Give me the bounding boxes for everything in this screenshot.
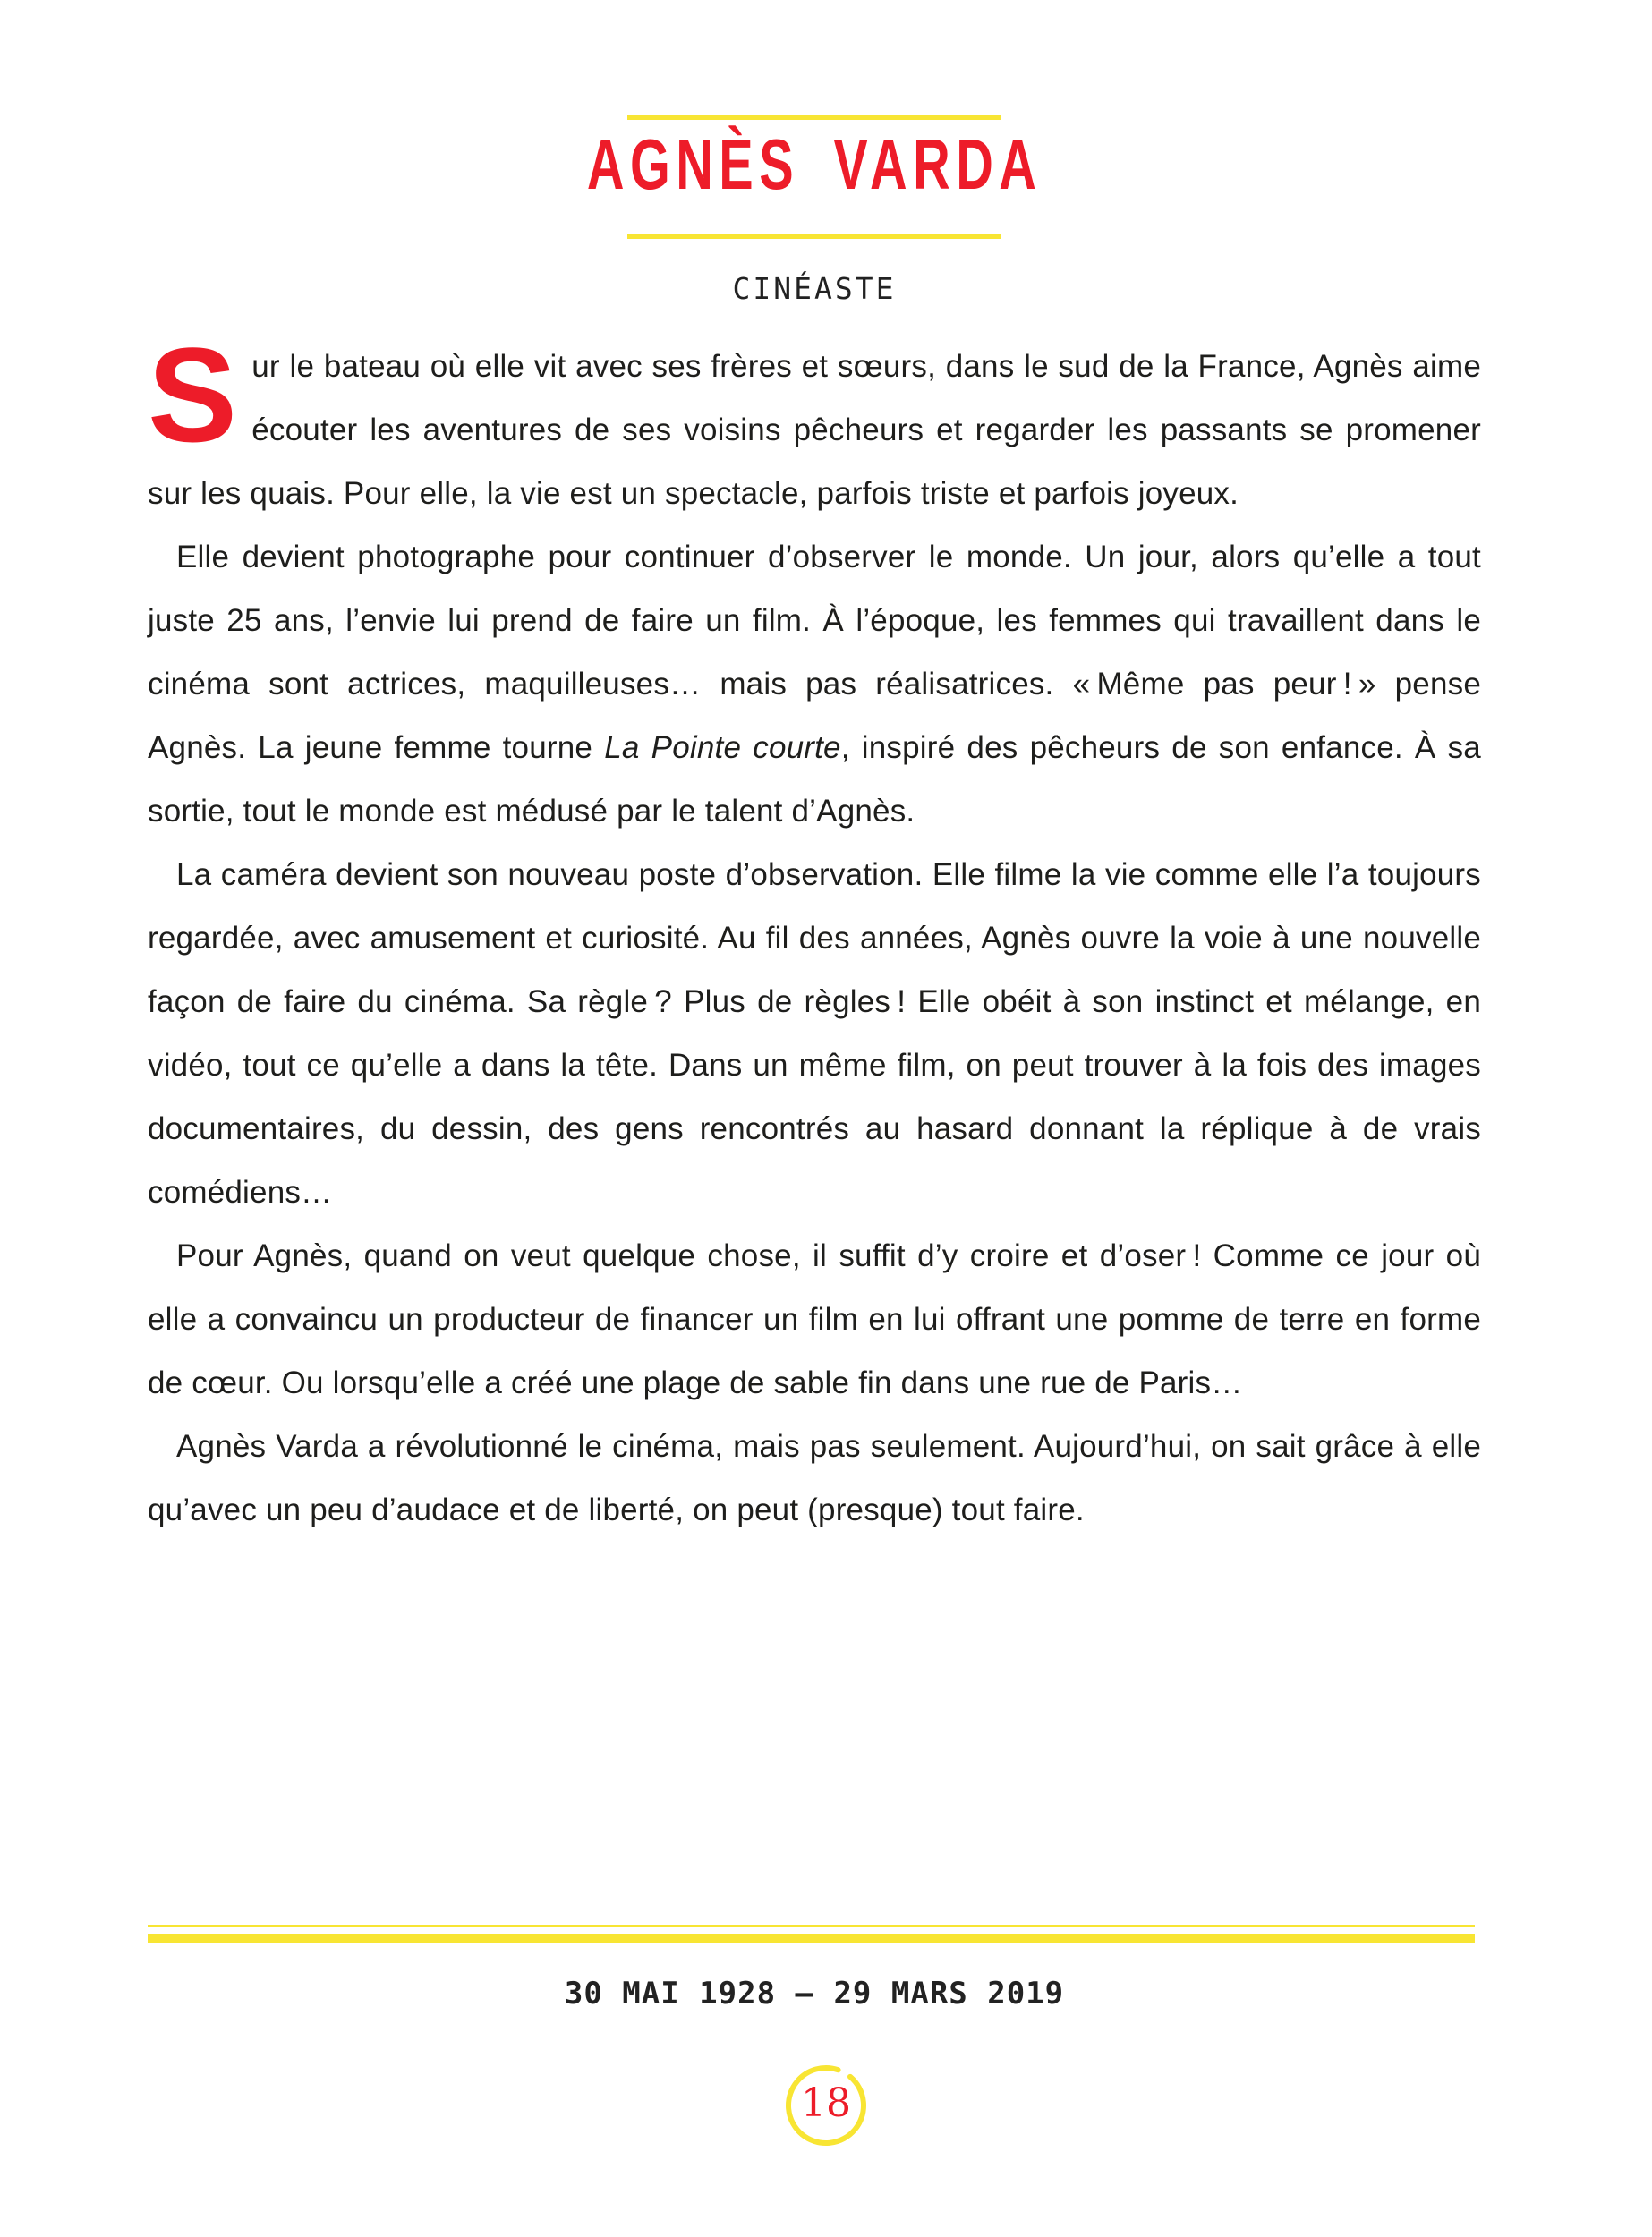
subtitle: CINÉASTE (732, 271, 897, 306)
film-title-italic: La Pointe courte (604, 730, 841, 765)
article-body (148, 319, 1481, 1542)
text-run: Agnès Varda a révolutionné le cinéma, mais pas seulement. Aujourd’hui, on sait grâce à elle qu’avec un peu d’audace et de liberté, on peut (presque) tout faire. (148, 1429, 1481, 1527)
page-header (148, 0, 1481, 306)
drop-cap: S (148, 319, 238, 470)
page-title (148, 120, 1481, 230)
page-number: 18 (801, 2080, 851, 2126)
footer-rule (148, 1925, 1475, 1943)
body-paragraph (148, 1224, 1481, 1415)
body-paragraph (148, 843, 1481, 1224)
text-run: , inspiré des pêcheurs de son enfance. À sa sortie, tout le monde est médusé par le talent d’Agnès. (148, 730, 1481, 829)
body-paragraph (148, 319, 1481, 525)
body-paragraph (148, 1415, 1481, 1542)
text-run: La caméra devient son nouveau poste d’observation. Elle filme la vie comme elle l’a toujours regardée, avec amusement et curiosité. Au fil des années, Agnès ouvre la voie à une nouvelle façon de faire du cinéma. Sa règle ? Plus de règles ! Elle obéit à son instinct et mélange, en vidéo, tout ce qu’elle a dans la tête. Dans un même film, on peut trouver à la fois des images documentaires, du dessin, des gens rencontrés au hasard donnant la réplique à de vrais comédiens… (148, 857, 1481, 1210)
title-rule-bottom (627, 234, 1001, 239)
footer-rule-thin (148, 1925, 1475, 1927)
page-number-badge (785, 2064, 867, 2147)
text-run: ur le bateau où elle vit avec ses frères et sœurs, dans le sud de la France, Agnès aime écouter les aventures de ses voisins pêcheurs et regarder les passants se promener sur les quais. Pour elle, la vie est un spectacle, parfois triste et parfois joyeux. (148, 349, 1481, 511)
text-run: Elle devient photographe pour continuer d’observer le monde. Un jour, alors qu’elle a tout juste 25 ans, l’envie lui prend de faire un film. À l’époque, les femmes qui travaillent dans le cinéma sont actrices, maquilleuses… mais pas réalisatrices. « Même pas peur ! » pense Agnès. La jeune femme tourne (148, 540, 1481, 765)
dates-line: 30 MAI 1928 – 29 MARS 2019 (564, 1976, 1065, 2012)
body-paragraph (148, 525, 1481, 843)
page-title-text: AGNÈS VARDA (586, 124, 1043, 204)
footer-rule-thick (148, 1934, 1475, 1943)
text-run: Pour Agnès, quand on veut quelque chose, il suffit d’y croire et d’oser ! Comme ce jour où elle a convaincu un producteur de financer un film en lui offrant une pomme de terre en forme de cœur. Ou lorsqu’elle a créé une plage de sable fin dans une rue de Paris… (148, 1238, 1481, 1400)
